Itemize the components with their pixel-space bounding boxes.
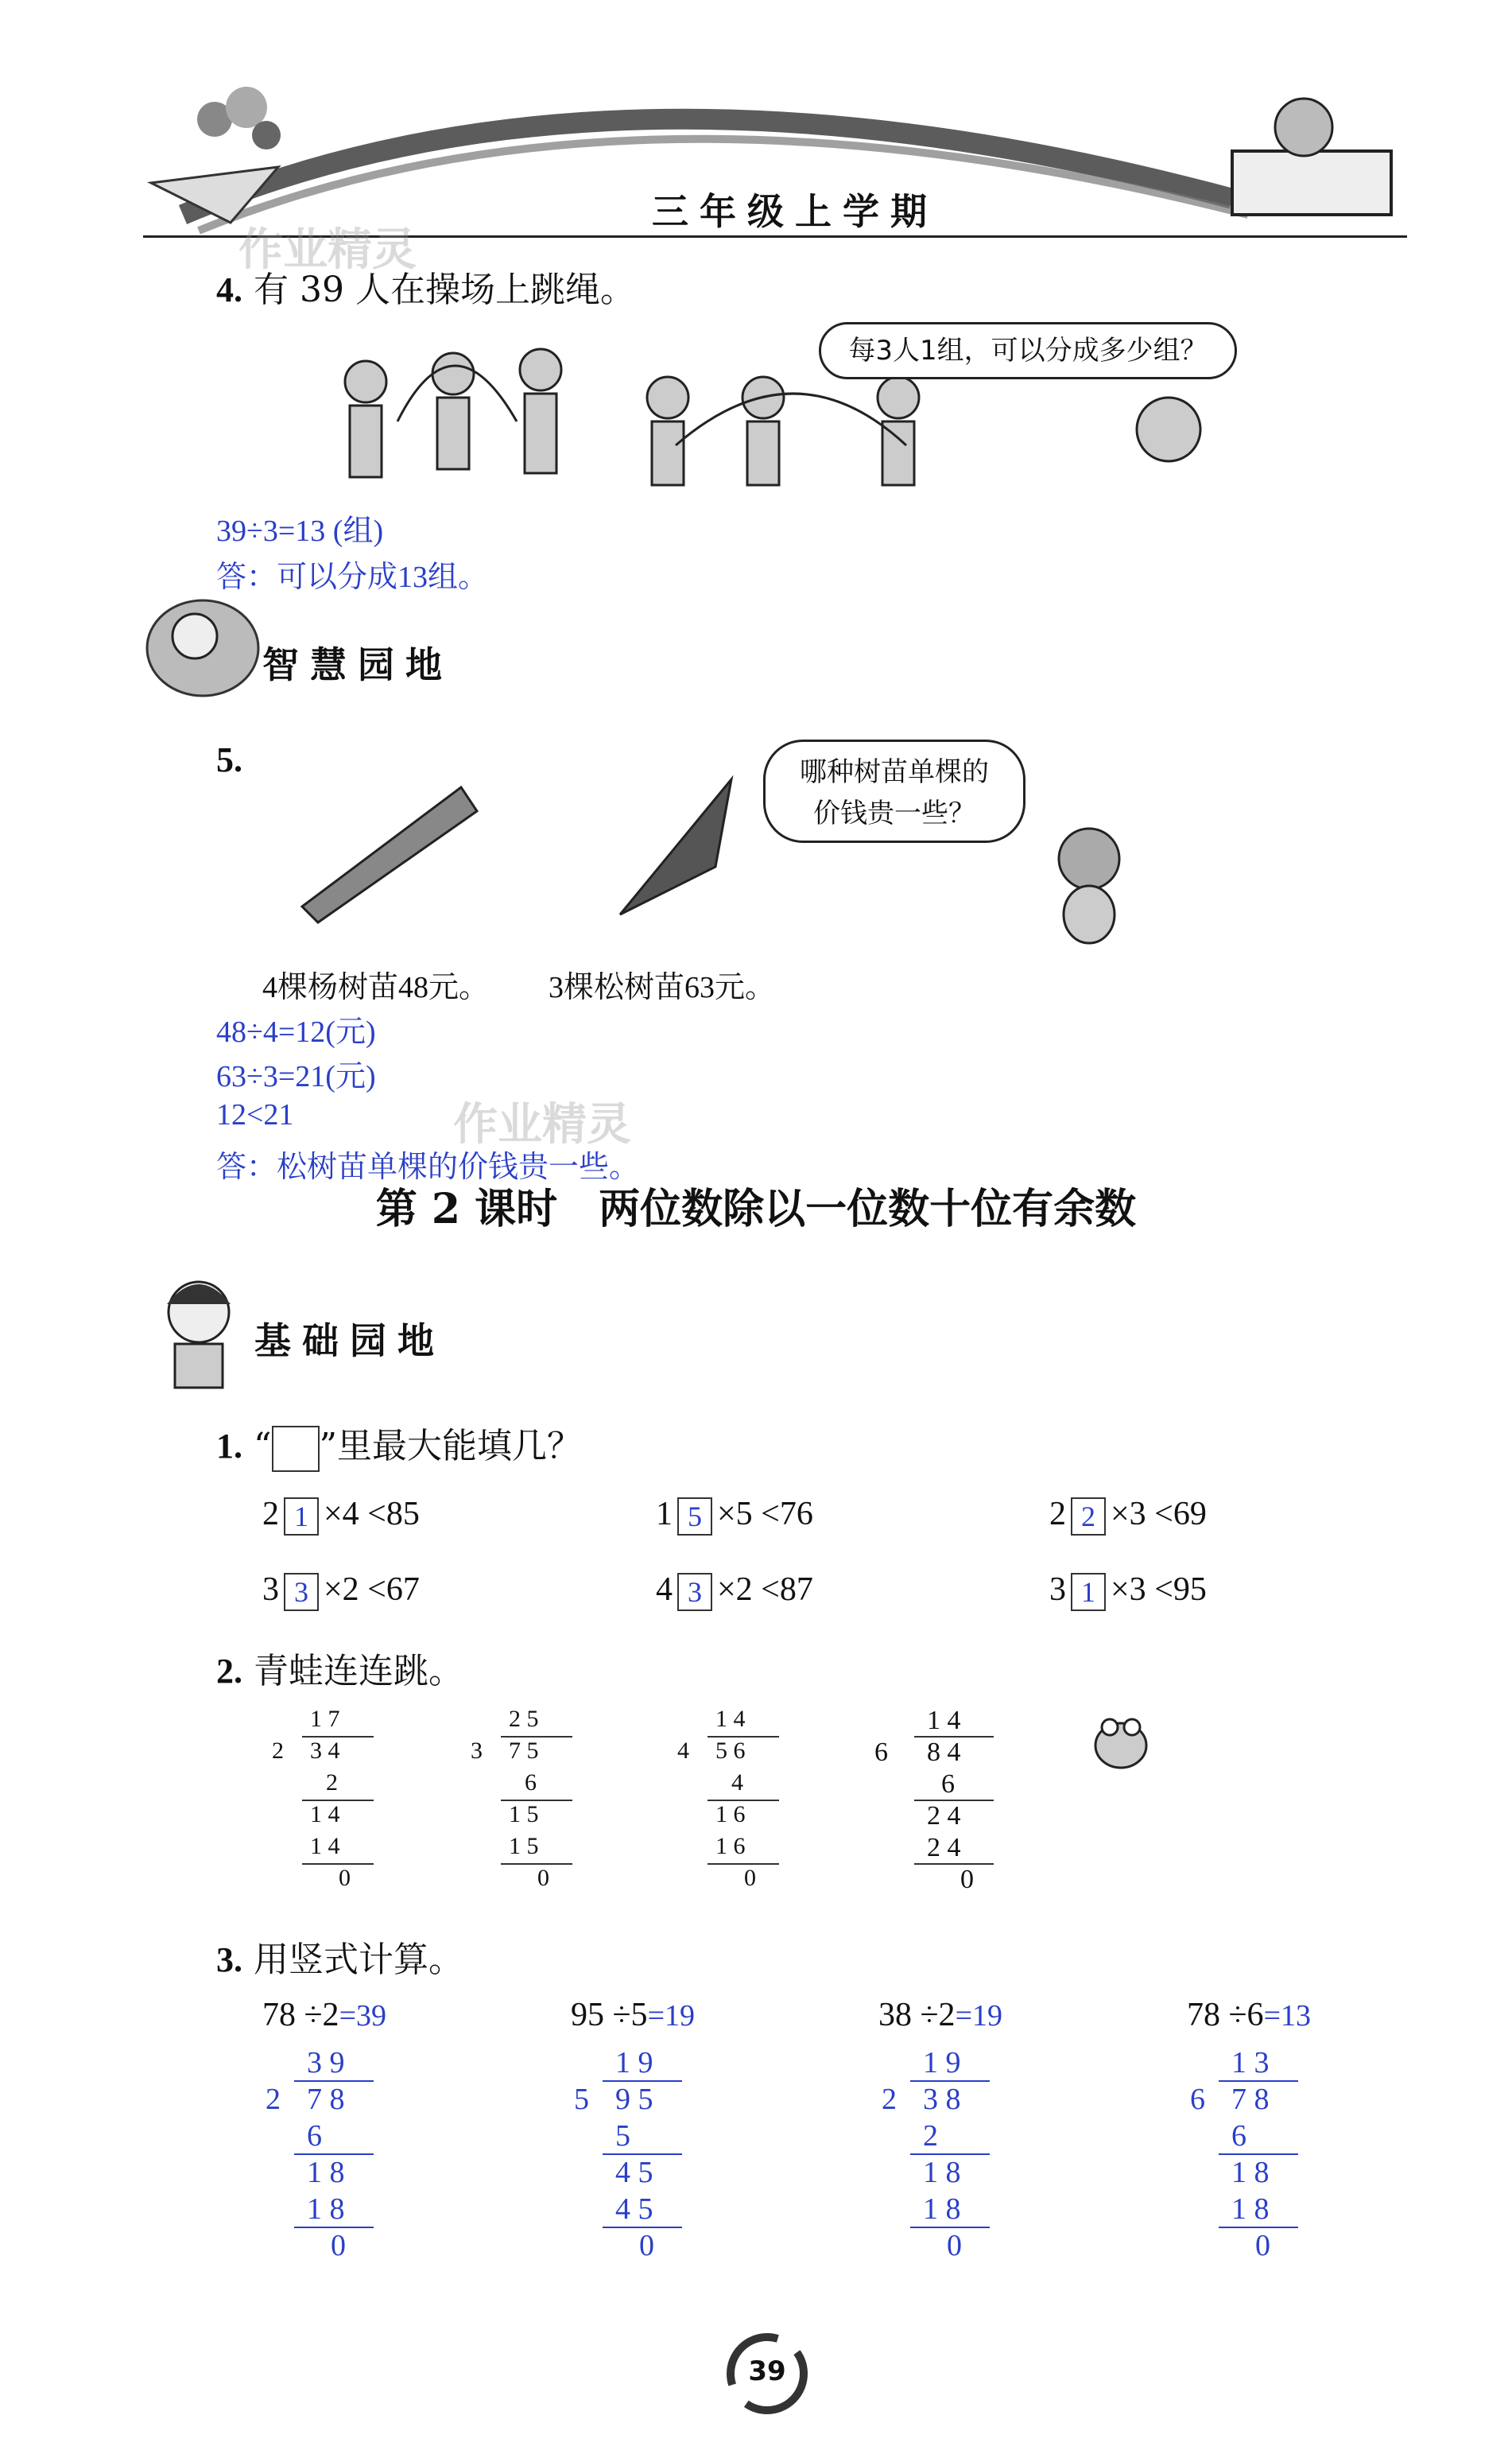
question-text: ”里最大能填几？ bbox=[319, 1426, 582, 1466]
fill-item: 3 3 ×2 <67 bbox=[262, 1571, 420, 1611]
answer-box: 5 bbox=[677, 1497, 712, 1536]
question-3 bbox=[216, 1931, 463, 1982]
calc-expression-4: 78 ÷6=13 bbox=[1187, 1997, 1311, 2033]
question-number: 1. bbox=[216, 1427, 242, 1466]
fill-item: 1 5 ×5 <76 bbox=[656, 1495, 813, 1536]
calc-division-4: 1 3 6 7 8 6 1 8 1 8 0 bbox=[1187, 2045, 1298, 2268]
calc-division-3: 1 9 2 3 8 2 1 8 1 8 0 bbox=[878, 2045, 990, 2268]
caption-poplar: 4棵杨树苗48元。 bbox=[262, 971, 490, 1004]
speech-bubble-q5 bbox=[763, 740, 1025, 843]
fill-item: 2 2 ×3 <69 bbox=[1049, 1495, 1207, 1536]
division-1: 1 7 2 3 4 2 1 4 1 4 0 bbox=[262, 1706, 390, 1905]
speech-bubble: 每3人1组，可以分成多少组？ bbox=[819, 322, 1237, 379]
answer-line: 答：松树苗单棵的价钱贵一些。 bbox=[216, 1151, 640, 1184]
calc-division-1: 3 9 2 7 8 6 1 8 1 8 0 bbox=[262, 2045, 374, 2268]
section-basic: 基础园地 bbox=[254, 1319, 445, 1362]
question-number: 4. bbox=[216, 270, 242, 309]
question-2 bbox=[216, 1642, 463, 1693]
tree-seedlings-illustration bbox=[286, 755, 747, 930]
frog-icon bbox=[1089, 1710, 1153, 1773]
answer-line: 63÷3=21(元) bbox=[216, 1060, 376, 1093]
answer-box: 3 bbox=[677, 1573, 712, 1611]
division-4: 1 4 6 8 4 6 2 4 2 4 0 bbox=[866, 1706, 1010, 1905]
quote-open: “ bbox=[254, 1426, 272, 1466]
answer-box: 2 bbox=[1071, 1497, 1106, 1536]
section-wisdom: 智慧园地 bbox=[262, 643, 453, 686]
watermark: 作业精灵 bbox=[238, 224, 417, 276]
calc-expression-3: 38 ÷2=19 bbox=[878, 1997, 1002, 2033]
header-title: 三年级上学期 bbox=[652, 190, 938, 233]
monkey-icon bbox=[1041, 819, 1145, 946]
fill-item: 3 1 ×3 <95 bbox=[1049, 1571, 1207, 1611]
answer-box: 1 bbox=[284, 1497, 319, 1536]
blank-box bbox=[272, 1426, 320, 1472]
page-number: 39 bbox=[748, 2355, 786, 2387]
lesson-title: 第 2 课时 两位数除以一位数十位有余数 bbox=[375, 1185, 1137, 1233]
answer-equation: 39÷3=13 (组) bbox=[216, 514, 384, 548]
division-2: 2 5 3 7 5 6 1 5 1 5 0 bbox=[461, 1706, 588, 1905]
boy-reading-icon bbox=[143, 596, 262, 700]
question-text: 青蛙连连跳。 bbox=[254, 1651, 463, 1691]
question-number: 3. bbox=[216, 1940, 242, 1979]
bubble-line-2: 价钱贵一些？ bbox=[813, 798, 975, 829]
caption-pine: 3棵松树苗63元。 bbox=[549, 971, 776, 1004]
calc-division-2: 1 9 5 9 5 5 4 5 4 5 0 bbox=[571, 2045, 682, 2268]
question-1 bbox=[216, 1417, 582, 1472]
division-3: 1 4 4 5 6 4 1 6 1 6 0 bbox=[668, 1706, 795, 1905]
question-number: 5. bbox=[216, 740, 242, 779]
question-number: 2. bbox=[216, 1652, 242, 1691]
calc-expression-1: 78 ÷2=39 bbox=[262, 1997, 386, 2033]
answer-box: 3 bbox=[284, 1573, 319, 1611]
bubble-line-1: 哪种树苗单棵的 bbox=[800, 756, 989, 788]
fill-item: 4 3 ×2 <87 bbox=[656, 1571, 813, 1611]
answer-line: 48÷4=12(元) bbox=[216, 1015, 376, 1049]
answer-line: 12<21 bbox=[216, 1098, 294, 1132]
question-text: 用竖式计算。 bbox=[254, 1940, 463, 1980]
question-4 bbox=[216, 261, 635, 312]
fill-item: 2 1 ×4 <85 bbox=[262, 1495, 420, 1536]
fill-row-2 bbox=[262, 1571, 1296, 1618]
question-5 bbox=[216, 740, 242, 780]
answer-sentence: 答：可以分成13组。 bbox=[216, 561, 489, 594]
answer-box: 1 bbox=[1071, 1573, 1106, 1611]
watermark: 作业精灵 bbox=[453, 1099, 631, 1151]
calc-expression-2: 95 ÷5=19 bbox=[571, 1997, 695, 2033]
question-text: 有 39 人在操场上跳绳。 bbox=[254, 270, 635, 310]
girl-icon bbox=[143, 1272, 254, 1392]
fill-row-1 bbox=[262, 1495, 1296, 1543]
